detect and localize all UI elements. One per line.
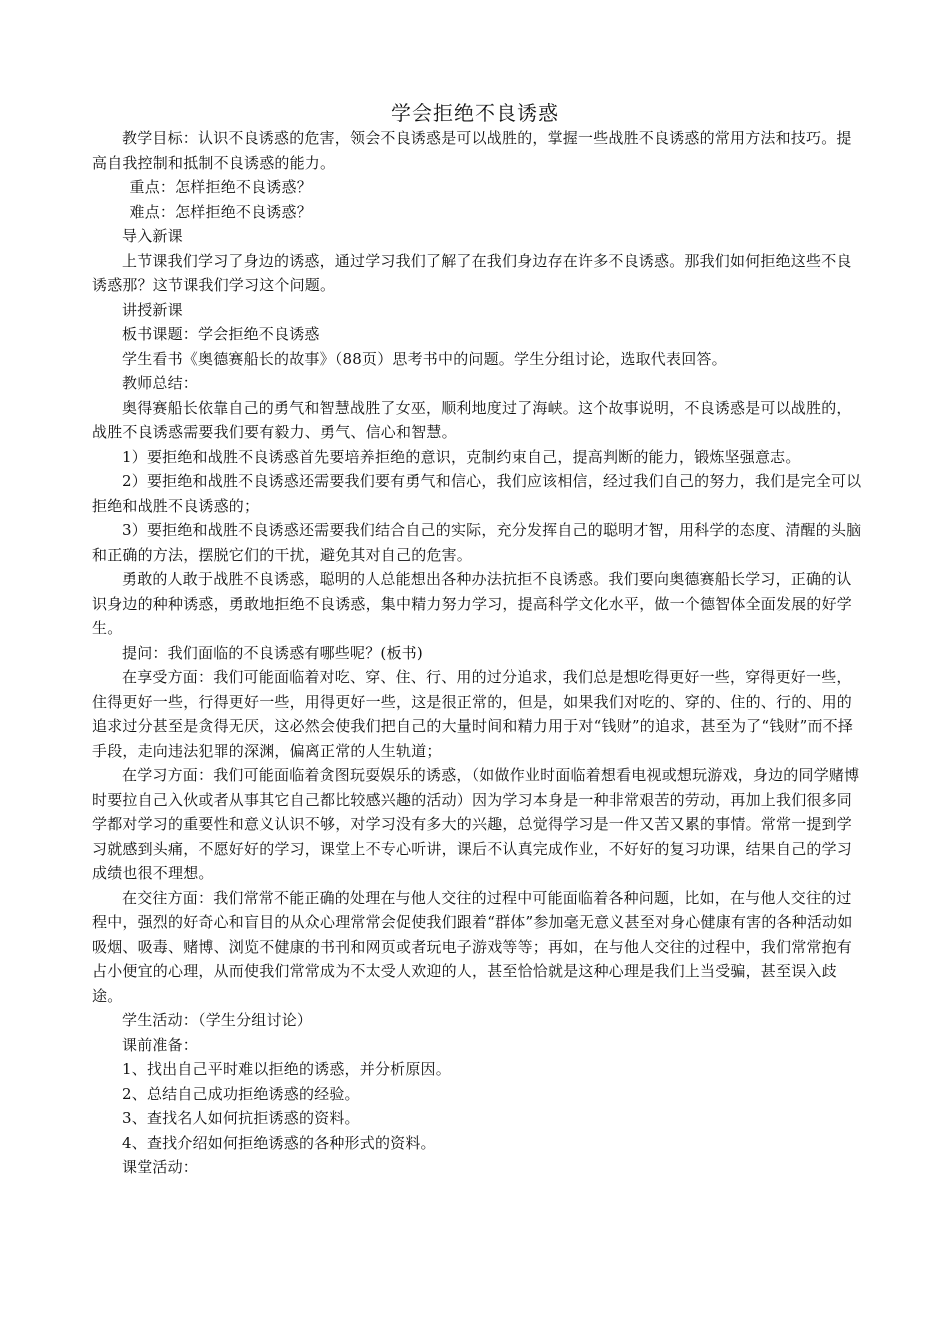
paragraph: 课前准备： bbox=[122, 1035, 199, 1054]
list-item: 1、找出自己平时难以拒绝的诱惑，并分析原因。 bbox=[122, 1060, 451, 1078]
paragraph: 勇敢的人敢于战胜不良诱惑，聪明的人总能想出各种办法抗拒不良诱惑。我们要向奥德赛船长学习，正确的认识身边的种种诱惑，勇敢地拒绝不良诱惑，集中精力努力学习，提高科学文化水平，做一个德智体全面发展的好学生。 bbox=[92, 570, 853, 637]
paragraph: 在交往方面：我们常常不能正确的处理在与他人交往的过程中可能面临着各种问题，比如，在与他人交往的过程中，强烈的好奇心和盲目的从众心理常常会促使我们跟着“群体”参加毫无意义甚至对身心健康有害的各种活动如吸烟、吸毒、赌博、浏览不健康的书刊和网页或者玩电子游戏等等；再如，在与他人交往的过程中，我们常常抱有占小便宜的心理，从而使我们常常成为不太受人欢迎的人，甚至恰恰就是这种心理是我们上当受骗，甚至误入歧途。 bbox=[92, 888, 853, 1005]
paragraph: 在学习方面：我们可能面临着贪图玩耍娱乐的诱惑，（如做作业时面临着想看电视或想玩游戏，身边的同学赌博时要拉自己入伙或者从事其它自己都比较感兴趣的活动）因为学习本身是一种非常艰苦的劳动，再加上我们很多同学都对学习的重要性和意义认识不够，对学习没有多大的兴趣，总觉得学习是一件又苦又累的事情。常常一提到学习就感到头痛，不愿好好的学习，课堂上不专心听讲，课后不认真完成作业，不好好的复习功课，结果自己的学习成绩也很不理想。 bbox=[92, 766, 860, 882]
paragraph: 板书课题：学会拒绝不良诱惑 bbox=[122, 325, 320, 343]
paragraph: 教师总结： bbox=[122, 374, 199, 392]
paragraph: 学生看书《奥德赛船长的故事》（88页）思考书中的问题。学生分组讨论，选取代表回答。 bbox=[122, 349, 727, 368]
list-item: 2、总结自己成功拒绝诱惑的经验。 bbox=[122, 1084, 360, 1103]
document-body bbox=[92, 126, 862, 1180]
paragraph: 重点：怎样拒绝不良诱惑？ bbox=[129, 178, 312, 196]
document-title: 学会拒绝不良诱惑 bbox=[391, 101, 559, 125]
paragraph: 2）要拒绝和战胜不良诱惑还需要我们要有勇气和信心，我们应该相信，经过我们自己的努力，我们是完全可以拒绝和战胜不良诱惑的； bbox=[92, 472, 862, 515]
paragraph: 奥得赛船长依靠自己的勇气和智慧战胜了女巫，顺利地度过了海峡。这个故事说明，不良诱惑是可以战胜的，战胜不良诱惑需要我们要有毅力、勇气、信心和智慧。 bbox=[92, 398, 852, 441]
list-item: 4、查找介绍如何拒绝诱惑的各种形式的资料。 bbox=[122, 1133, 436, 1152]
paragraph: 提问：我们面临的不良诱惑有哪些呢？(板书) bbox=[122, 643, 423, 662]
paragraph: 在享受方面：我们可能面临着对吃、穿、住、行、用的过分追求，我们总是想吃得更好一些，穿得更好一些，住得更好一些，行得更好一些，用得更好一些，这是很正常的，但是，如果我们对吃的、穿的、住的、行的、用的追求过分甚至是贪得无厌，这必然会使我们把自己的大量时间和精力用于对“钱财”的追求，甚至为了“钱财”而不择手段，走向违法犯罪的深渊，偏离正常的人生轨道； bbox=[92, 668, 854, 760]
paragraph: 讲授新课 bbox=[122, 300, 183, 319]
paragraph: 学生活动：（学生分组讨论） bbox=[122, 1011, 313, 1029]
list-item: 3、查找名人如何抗拒诱惑的资料。 bbox=[122, 1109, 360, 1127]
paragraph: 3）要拒绝和战胜不良诱惑还需要我们结合自己的实际，充分发挥自己的聪明才智，用科学的态度、清醒的头脑和正确的方法，摆脱它们的干扰，避免其对自己的危害。 bbox=[92, 521, 862, 564]
paragraph: 教学目标：认识不良诱惑的危害，领会不良诱惑是可以战胜的，掌握一些战胜不良诱惑的常用方法和技巧。提高自我控制和抵制不良诱惑的能力。 bbox=[92, 129, 852, 172]
paragraph: 上节课我们学习了身边的诱惑，通过学习我们了解了在我们身边存在许多不良诱惑。那我们如何拒绝这些不良诱惑那？这节课我们学习这个问题。 bbox=[92, 251, 852, 294]
paragraph: 课堂活动： bbox=[122, 1158, 199, 1176]
paragraph: 导入新课 bbox=[122, 227, 183, 245]
paragraph: 1）要拒绝和战胜不良诱惑首先要培养拒绝的意识，克制约束自己，提高判断的能力，锻炼坚强意志。 bbox=[122, 447, 801, 466]
paragraph: 难点：怎样拒绝不良诱惑？ bbox=[129, 202, 312, 221]
